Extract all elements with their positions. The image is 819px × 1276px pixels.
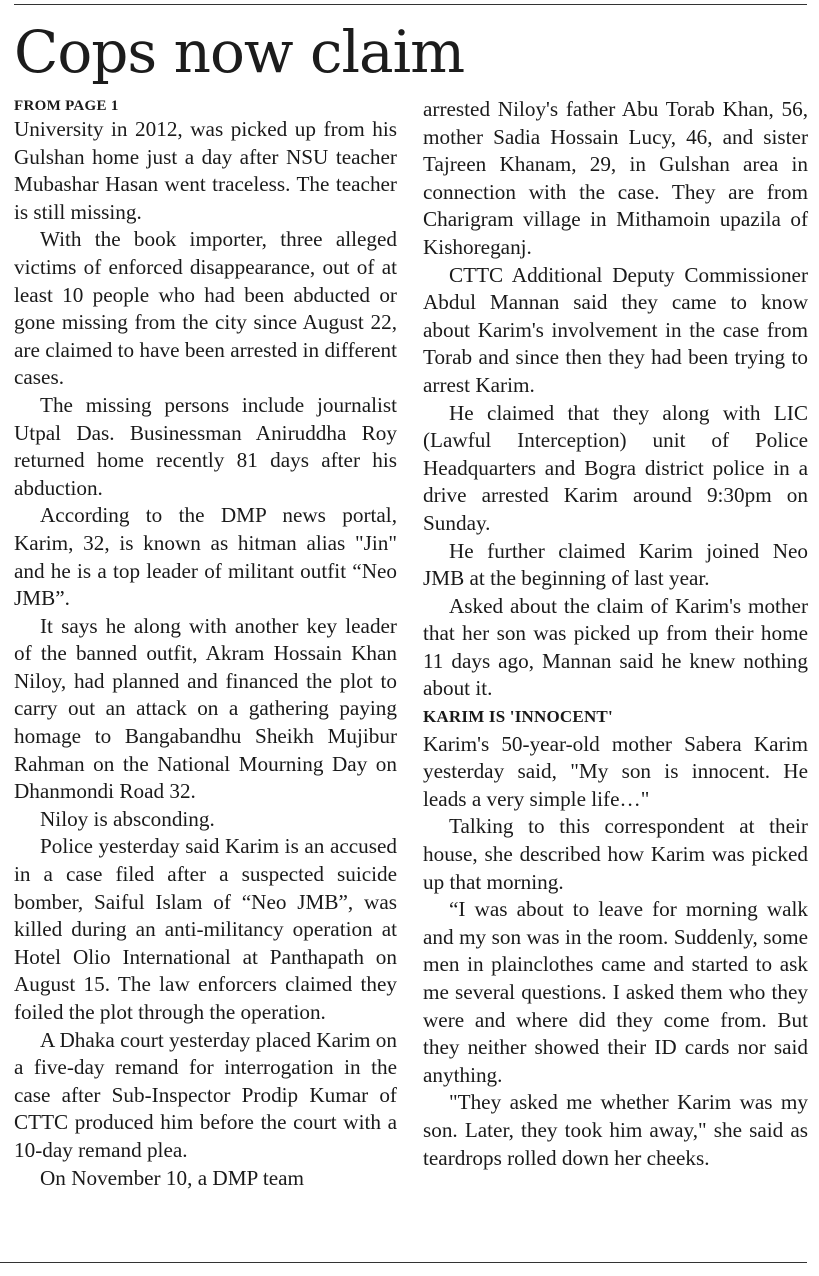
article-paragraph: Karim's 50-year-old mother Sabera Karim yesterday said, "My son is innocent. He leads a very simple life…"	[423, 731, 808, 811]
article-paragraph: Niloy is absconding.	[40, 806, 215, 831]
article-paragraph: CTTC Additional Deputy Commissioner Abdul Mannan said they came to know about Karim's involvement in the case from Torab and since then they had been trying to arrest Karim.	[423, 262, 808, 397]
article-paragraph: With the book importer, three alleged victims of enforced disappearance, out of at least 10 people who had been abducted or gone missing from the city since August 22, are claimed to have been arrested in different cases.	[14, 227, 397, 390]
article-paragraph: Police yesterday said Karim is an accused in a case filed after a suspected suicide bomber, Saiful Islam of “Neo JMB”, was killed during an anti-militancy operation at Hotel Olio International at Panthapath on August 15. The law enforcers claimed they foiled the plot through the operation.	[14, 834, 397, 1024]
section-subhead: KARIM IS 'INNOCENT'	[423, 707, 613, 727]
bottom-rule	[0, 1262, 807, 1263]
article-paragraph: He claimed that they along with LIC (Lawful Interception) unit of Police Headquarters and Bogra district police in a drive arrested Karim around 9:30pm on Sunday.	[423, 400, 808, 535]
headline: Cops now claim	[14, 18, 465, 86]
article-paragraph: On November 10, a DMP team	[40, 1165, 305, 1190]
article-paragraph: Asked about the claim of Karim's mother that her son was picked up from their home 11 days ago, Mannan said he knew nothing about it.	[423, 593, 808, 701]
top-rule	[14, 4, 807, 5]
article-paragraph: "They asked me whether Karim was my son. Later, they took him away," she said as teardrops rolled down her cheeks.	[423, 1090, 808, 1170]
article-paragraph: arrested Niloy's father Abu Torab Khan, 56, mother Sadia Hossain Lucy, 46, and sister Tajreen Khanam, 29, in Gulshan area in connection with the case. They are from Charigram village in Mithamoin upazila of Kishoreganj.	[423, 97, 808, 259]
left-column	[14, 96, 397, 1192]
article-paragraph: He further claimed Karim joined Neo JMB at the beginning of last year.	[423, 538, 808, 591]
right-column	[423, 96, 808, 1172]
article-paragraph: A Dhaka court yesterday placed Karim on a five-day remand for interrogation in the case after Sub-Inspector Prodip Kumar of CTTC produced him before the court with a 10-day remand plea.	[14, 1027, 397, 1162]
article-paragraph: University in 2012, was picked up from his Gulshan home just a day after NSU teacher Mubashar Hasan went traceless. The teacher is still missing.	[14, 117, 397, 224]
continued-from-kicker: FROM PAGE 1	[14, 98, 119, 114]
article-paragraph: It says he along with another key leader of the banned outfit, Akram Hossain Khan Niloy, had planned and financed the plot to carry out an attack on a gathering paying homage to Bangabandhu Sheikh Mujibur Rahman on the National Mourning Day on Dhanmondi Road 32.	[14, 613, 397, 804]
article-paragraph: The missing persons include journalist Utpal Das. Businessman Aniruddha Roy returned home recently 81 days after his abduction.	[14, 392, 397, 500]
article-paragraph: “I was about to leave for morning walk and my son was in the room. Suddenly, some men in plainclothes came and started to ask me several questions. I asked them who they were and where did they come from. But they neither showed their ID cards nor said anything.	[423, 897, 808, 1087]
article-paragraph: According to the DMP news portal, Karim, 32, is known as hitman alias "Jin" and he is a top leader of militant outfit “Neo JMB”.	[14, 503, 397, 611]
article-paragraph: Talking to this correspondent at their house, she described how Karim was picked up that morning.	[423, 814, 808, 894]
